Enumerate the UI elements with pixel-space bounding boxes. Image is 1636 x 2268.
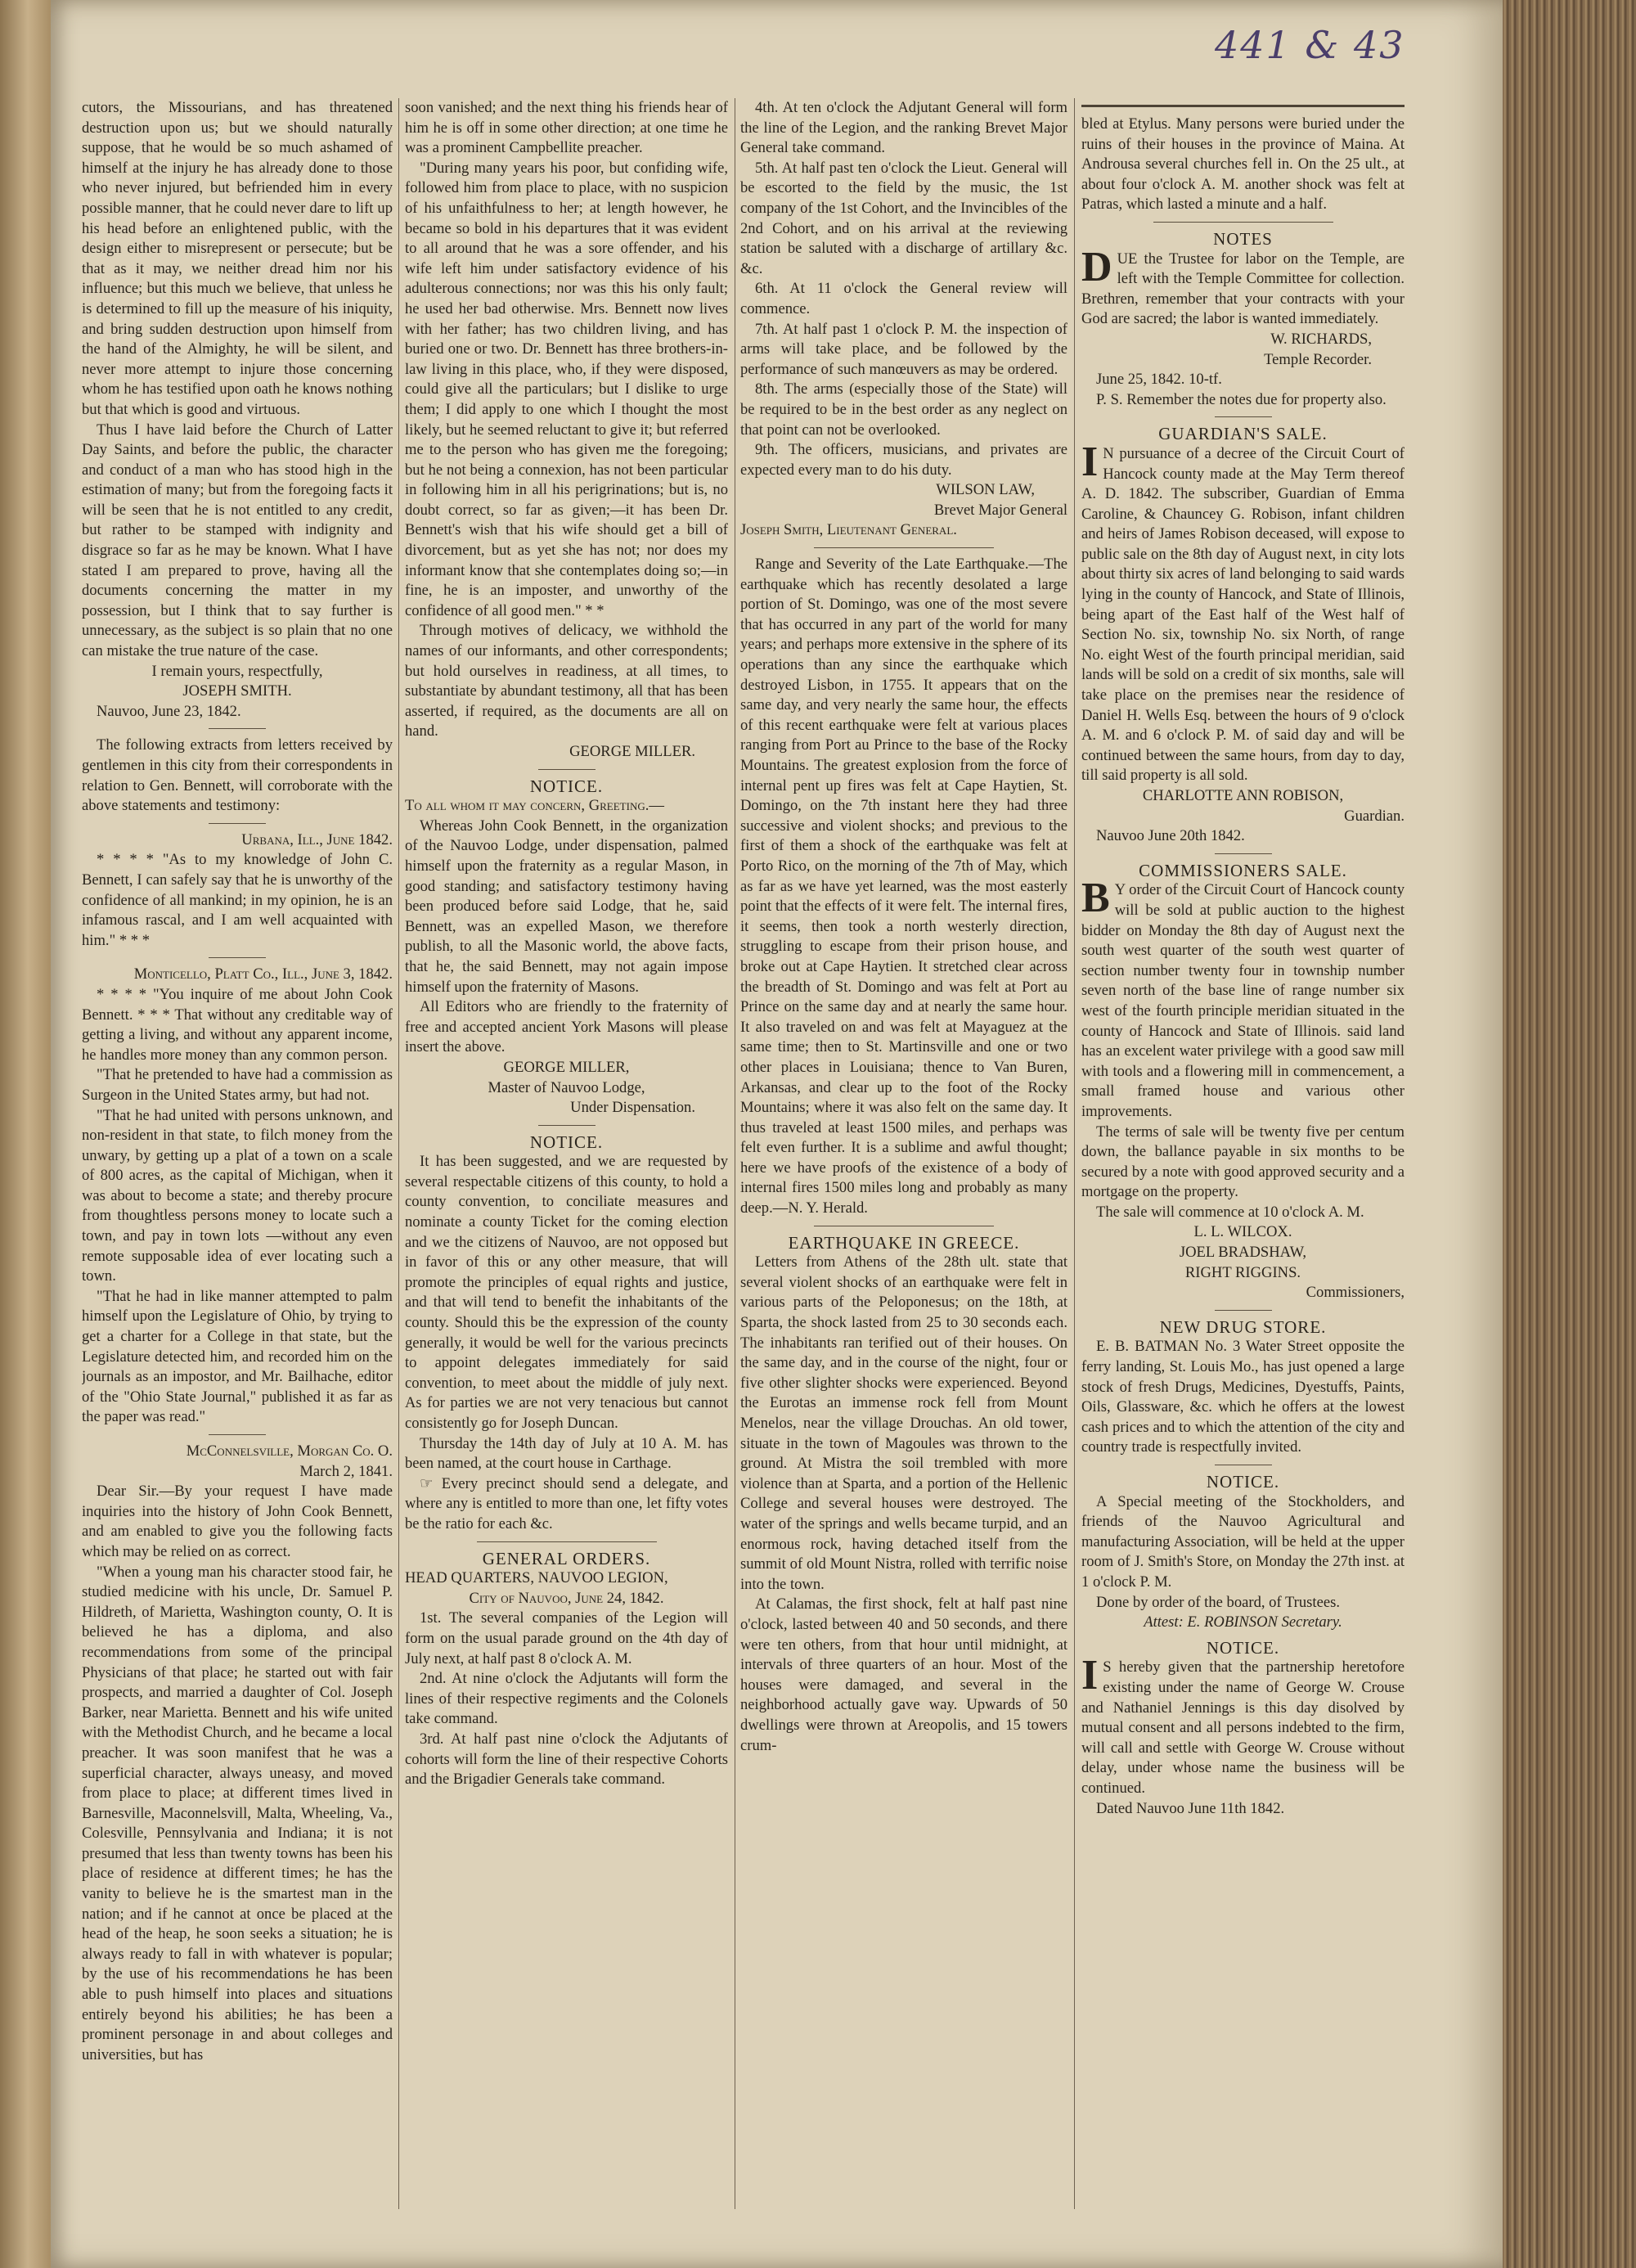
book-binding — [0, 0, 51, 2268]
letter-text: "That he had united with persons unknown, and non-resident in that state, to filch money from the unwary, by getting up a plat of a town on a scale of 800 acres, as the capital of Michigan, when it was about to become a state; and thereby procure from thoughtless persons money to locate such a town, and pay in town lots —without any even remote supposable idea of ever locating such a town. — [82, 1106, 393, 1285]
notice-text: It has been suggested, and we are requested by several respectable citizens of this county, to hold a county convention, to conciliate measures and nominate a county Ticket for the coming election and we the citizens of Nauvoo, are not opposed but in favor of this or any other measure, that will promote the principles of equal rights and justice, and that will tend to benefit the inhabitants of the county. Should this be the expression of the county generally, it would be well for the various precincts to appoint delegates immediately for said convention, to meet about the middle of july next. As for parties we are not very tenacious but cannot consistently go for Joseph Duncan. — [405, 1153, 728, 1432]
article-text: At Calamas, the first shock, felt at half past nine o'clock, lasted between 40 and 50 seconds, and there were ten others, from that hour until midnight, at intervals of three quarters of an hour. Most of the houses were damaged, and several in the neighborhood actually gave way. Upwards of 50 dwellings were thrown at Areopolis, and 15 towers crum- — [740, 1595, 1067, 1754]
notice-heading: NOTICE. — [1206, 1472, 1280, 1492]
notice-text: DUE the Trustee for labor on the Temple, are left with the Temple Committee for collection. Brethren, remember that your contracts with your God are sacred; the labor is wanted immediately. — [1081, 243, 1405, 328]
order-item: 6th. At 11 o'clock the General review will commence. — [740, 280, 1067, 317]
notice-text: ☞ Every precinct should send a delegate, and where any is entitled to more than one, let fifty votes be the ratio for each &c. — [405, 1474, 728, 1532]
orders-headquarters: HEAD QUARTERS, NAUVOO LEGION, — [405, 1569, 668, 1587]
order-item: 5th. At half past ten o'clock the Lieut. General will be escorted to the field by the music, the 1st company of the 1st Cohort, and the Invincibles of the 2nd Cohort, and on his arrival at the reviewing station be saluted with a discharge of artillary &c. &c. — [740, 159, 1067, 277]
notice-text: A Special meeting of the Stockholders, and friends of the Nauvoo Agricultural and manufacturing Association, will be held at the upper room of J. Smith's Store, on Monday the 27th inst. at 1 o'clock P. M. — [1081, 1492, 1405, 1591]
letter-dateline: McConnelsville, Morgan Co. O. — [186, 1442, 393, 1460]
article-text: The following extracts from letters received by gentlemen in this city from their correspondents in relation to Gen. Bennett, will corroborate with the above statements and testimony: — [82, 736, 393, 815]
article-text: cutors, the Missourians, and has threatened destruction upon us; but we should naturally suppose, that he would be so much ashamed of himself at the injury he has already done to those who never injured, but befriended him in every possible manner, that he could never dare to lift up his head before an enlightened public, with the design either to misrepresent or persecute; but be that as it may, we neither dread him nor his influence; but this much we believe, that unless he is determined to fill up the measure of his iniquity, and bring sudden destruction upon himself from the hand of the Almighty, he will be silent, and never more attempt to injure those concerning whom he has testified upon oath he knows nothing but that which is good and virtuous. — [82, 99, 393, 418]
order-item: 7th. At half past 1 o'clock P. M. the inspection of arms will take place, and be followed by the performance of such manœuvers as may be ordered. — [740, 320, 1067, 378]
signature: JOEL BRADSHAW, — [1179, 1244, 1307, 1262]
notice-text: IN pursuance of a decree of the Circuit Court of Hancock county made at the May Term thereof A. D. 1842. The subscriber, Guardian of Emma Caroline, & Chauncey G. Robison, infant children and heirs of James Robison deceased, will expose to public sale on the 8th day of August next, in city lots about thirty six acres of land belonging to said wards lying in the county of Hancock, and State of Illinois, being apart of the East half of the West half of Section No. six, township No. six North, of range No. eight West of the fourth principal meridian, said lands will be sold on a credit of six months, sale will take place on the premises near the residence of Daniel H. Wells Esq. between the hours of 9 o'clock A. M. and 6 o'clock P. M. of said day and will be continued between the same hours, from day to day, till said property is all sold. — [1081, 438, 1405, 785]
separator — [1215, 1310, 1272, 1311]
notice-date: Dated Nauvoo June 11th 1842. — [1096, 1799, 1285, 1817]
notice-heading: NOTES — [1213, 228, 1273, 249]
separator — [1215, 853, 1272, 854]
column-rule — [398, 98, 399, 2209]
letter-dateline: Monticello, Platt Co., Ill., June 3, 1842. — [133, 965, 393, 983]
orders-heading: GENERAL ORDERS. — [482, 1548, 651, 1568]
signature: Joseph Smith, Lieutenant General. — [740, 521, 957, 539]
column-2 — [405, 98, 728, 2209]
article-heading: EARTHQUAKE IN GREECE. — [788, 1232, 1020, 1253]
signature: W. RICHARDS, — [1270, 330, 1372, 348]
signature: RIGHT RIGGINS. — [1184, 1263, 1301, 1281]
notice-heading: NEW DRUG STORE. — [1159, 1316, 1327, 1337]
signature-title: Under Dispensation. — [570, 1099, 695, 1117]
separator — [814, 547, 994, 548]
notice-heading: GUARDIAN'S SALE. — [1158, 424, 1328, 444]
separator — [1215, 416, 1272, 417]
separator — [209, 728, 266, 729]
signature: GEORGE MILLER. — [569, 743, 695, 760]
article-text: Range and Severity of the Late Earthquake.—The earthquake which has recently desolated a large portion of St. Domingo, was one of the most severe that has occurred in any part of the world for many years; and perhaps more extensive in the sphere of its operations than any since the earthquake which destroyed Lisbon, in 1755. It appears that on the same day, and very nearly the same hour, the effects of this recent earthquake were felt at various places ranging from Port au Prince to the base of the Rocky Mountains. The greatest explosion from the force of internal pent up fires was felt at Cape Haytien, St. Domingo, on the 7th instant here they had three successive and violent shocks; and previous to the first of them a shock of the earthquake was felt at Porto Rico, on the morning of the 7th of May, which as far as we have yet learned, was the most easterly point that the effects of it were felt. The internal fires, it seems, then took a north westerly direction, struggling to escape from their prison house, and broke out at Cape Haytien. It stretched clear across the breadth of St. Domingo and was felt at Port au Prince on the same day and at nearly the same hour. It also traveled on and was felt at Mayaguez at the same time; then to St. Martinsville and one or two other places in Louisiana; thence to Van Buren, Arkansas, and clear up to the foot of the Rocky Mountains; where it was also felt on the same day. It thus traveled at least 1500 miles, and perhaps was felt even further. It is a sublime and awful thought; here we have proofs of the existence of a body of internal fires 1500 miles long and probably as many deep.—N. Y. Herald. — [740, 556, 1067, 1217]
notice-text: IS hereby given that the partnership heretofore existing under the name of George W. Crouse and Nathaniel Jennings is this day disolved by mutual consent and all persons indebted to the firm, will call and settle with George W. Crouse without delay, under whose name the business will be continued. — [1081, 1652, 1405, 1797]
notice-text: The sale will commence at 10 o'clock A. M. — [1096, 1203, 1364, 1221]
column-rule — [1074, 98, 1075, 2209]
notice-text: The terms of sale will be twenty five per centum down, the ballance payable in six months to be secured by a note with good approved security and a mortgage on the property. — [1081, 1123, 1405, 1201]
notice-text: All Editors who are friendly to the fraternity of free and accepted ancient York Masons will please insert the above. — [405, 998, 728, 1056]
order-item: 8th. The arms (especially those of the State) will be required to be in the best order as any neglect on that point can not be overlooked. — [740, 380, 1067, 439]
separator — [209, 1434, 266, 1435]
order-item: 3rd. At half past nine o'clock the Adjutants of cohorts will form the line of their respective Cohorts and the Brigadier Generals take command. — [405, 1730, 728, 1789]
order-item: 9th. The officers, musicians, and privates are expected every man to do his duty. — [740, 441, 1067, 479]
orders-dateline: City of Nauvoo, June 24, 1842. — [469, 1589, 664, 1607]
signature-title: Brevet Major General — [933, 501, 1067, 519]
handwritten-folio: 441 & 43 — [1215, 23, 1405, 67]
notice-text: BY order of the Circuit Court of Hancock county will be sold at public auction to the highest bidder on Monday the 8th day of August next the south west quarter of the south west quarter of section number twenty four in township number seven north of the base line of range number six west of the fourth principle meridian situated in the county of Hancock and State of Illinois. said land has an excelent water privilege with a good saw mill with tools and a flowering mill in commencement, a small framed house and various other improvements. — [1081, 875, 1405, 1120]
notice-salutation: To all whom it may concern, Greeting.— — [405, 797, 664, 815]
column-3 — [740, 98, 1067, 2209]
letter-text: "That he pretended to have had a commission as Surgeon in the United States army, but had not. — [82, 1066, 393, 1104]
signature-title: Guardian. — [1344, 807, 1405, 825]
closing: I remain yours, respectfully, — [151, 662, 323, 680]
article-text: soon vanished; and the next thing his friends hear of him he is off in some other direction; at one time he was a prominent Campbellite preacher. — [405, 99, 728, 157]
signature: WILSON LAW, — [936, 481, 1035, 499]
separator — [477, 1541, 657, 1542]
signature: CHARLOTTE ANN ROBISON, — [1142, 787, 1344, 804]
article-text: Through motives of delicacy, we withhold the names of our informants, and other correspondents; but hold ourselves in readiness, at all times, to substantiate by abundant testimony, all that has been asserted, if required, as the documents are all on hand. — [405, 622, 728, 740]
letter-text: Dear Sir.—By your request I have made inquiries into the history of John Cook Bennett, and am enabled to give you the following facts which may be relied on as correct. — [82, 1483, 393, 1560]
separator — [1153, 222, 1333, 223]
letter-dateline: Urbana, Ill., June 1842. — [241, 830, 393, 848]
signature-title: Commissioners, — [1306, 1284, 1405, 1302]
letter-date: March 2, 1841. — [299, 1462, 393, 1480]
notice-text: Done by order of the board, of Trustees. — [1096, 1593, 1340, 1611]
letter-text: "When a young man his character stood fair, he studied medicine with his uncle, Dr. Samuel P. Hildreth, of Marietta, Washington county, O. It is believed he has a diploma, and also recommendations from some of the principal Physicians of that place; he started out with fair prospects, and married a daughter of Col. Joseph Barker, near Marietta. Bennett and his wife united with the Methodist Church, and he became a local preacher. It was soon manifest that he was a superficial character, always uneasy, and moved from place to place; at different times lived in Barnesville, Maconnelsvill, Malta, Wheeling, Va., Colesville, Pennsylvania and Indiana; it is not presumed that less than twenty towns has been his place of residence at different times; he has the vanity to believe he is the smartest man in the nation; and if he cannot at once be placed at the head of the heap, he soon seeks a situation; he is always ready to fall in with whatever is popular; by the use of his recommendations he has been able to push himself into places and situations entirely beyond his abilities; he has been a prominent personage in and about colleges and universities, but has — [82, 1563, 393, 2063]
order-item: 1st. The several companies of the Legion will form on the usual parade ground on the 4th day of July next, at half past 8 o'clock A. M. — [405, 1609, 728, 1667]
letter-text: "That he had in like manner attempted to palm himself upon the Legislature of Ohio, by trying to get a charter for a College in that state, but the Legislature detected him, and recorded him on the journals as an impostor, and Mr. Bailhache, editor of the "Ohio State Journal," published it as far as the paper was read." — [82, 1287, 393, 1426]
separator — [209, 957, 266, 958]
signature: JOSEPH SMITH. — [182, 682, 292, 700]
notice-heading: NOTICE. — [529, 1132, 604, 1152]
notice-date: June 25, 1842. 10-tf. — [1096, 371, 1222, 389]
signature: Attest: E. ROBINSON Secretary. — [1144, 1613, 1342, 1631]
signature-title: Temple Recorder. — [1264, 350, 1372, 368]
notice-text: Whereas John Cook Bennett, in the organization of the Nauvoo Lodge, under dispensation, palmed himself upon the fraternity as a regular Mason, in good standing; and satisfactory testimony having been produced before said Lodge, that he, said Bennett, was an expelled Mason, we therefore publish, to all the Masonic world, the above facts, that he, the said Bennett, may not again impose himself upon the fraternity of Masons. — [405, 817, 728, 996]
letter-text: * * * * "As to my knowledge of John C. Bennett, I can safely say that he is unworthy of the confidence of all mankind; in my opinion, he is an infamous rascal, and I am well acquainted with him." * * * — [82, 851, 393, 949]
notice-text: Thursday the 14th day of July at 10 A. M. has been named, at the court house in Carthage. — [405, 1434, 728, 1473]
notice-date: Nauvoo June 20th 1842. — [1096, 827, 1245, 845]
dateline: Nauvoo, June 23, 1842. — [97, 702, 241, 720]
signature: GEORGE MILLER, — [503, 1058, 630, 1076]
article-text: bled at Etylus. Many persons were buried under the ruins of their houses in the province of Maina. At Androusa several churches fell in. On the 25 ult., at about four o'clock A. M. another shock was felt at Patras, which lasted a minute and a half. — [1081, 115, 1405, 214]
notice-text: P. S. Remember the notes due for property also. — [1096, 390, 1387, 408]
separator — [538, 1125, 596, 1126]
notice-text: E. B. BATMAN No. 3 Water Street opposite the ferry landing, St. Louis Mo., has just opened a large stock of fresh Drugs, Medicines, Dyestuffs, Paints, Oils, Glassware, &c. which he offers at the lowest cash prices and to which the attention of the city and country trade is respectfully invited. — [1081, 1338, 1405, 1456]
article-text: "During many years his poor, but confiding wife, followed him from place to place, with no suspicion of his unfaithfulness to her; at length however, he became so bold in his departures that it was evident to all around that he was a sore offender, and his wife left him under satisfactory evidence of his adulterous connections; nor was this his only fault; he used her bad otherwise. Mrs. Bennett now lives with her father; has two children living, and has buried one or two. Dr. Bennett has three brothers-in-law living in this place, who, if they were disposed, could give all the particulars; but I dislike to urge them; I did apply to one which I thought the most likely, but he seemed reluctant to give it; but referred me to the person who has given me the foregoing; but he not being a connexion, has not been particular in following him in all his perigrinations; but is, no doubt correct, so far as given;—it has been Dr. Bennett's wish that his wife should get a bill of divorcement, but as yet she has not; nor does my informant know that she contemplates doing so;—in fine, he is an imposter, and unworthy of the confidence of all good men." * * — [405, 159, 728, 619]
letter-text: * * * * "You inquire of me about John Cook Bennett. * * * That without any creditable way of getting a living, and without any apparent income, he handles more money than any common person. — [82, 985, 393, 1064]
column-top-rule — [1081, 105, 1405, 107]
column-4 — [1081, 115, 1405, 2225]
signature-title: Master of Nauvoo Lodge, — [488, 1078, 645, 1096]
notice-heading: NOTICE. — [529, 776, 604, 796]
page-edges — [1503, 0, 1636, 2268]
order-item: 2nd. At nine o'clock the Adjutants will form the lines of their respective regiments and the Colonels take command. — [405, 1670, 728, 1728]
order-item: 4th. At ten o'clock the Adjutant General will form the line of the Legion, and the ranking Brevet Major General take command. — [740, 99, 1067, 157]
separator — [538, 769, 596, 770]
notice-heading: NOTICE. — [1206, 1637, 1280, 1658]
signature: L. L. WILCOX. — [1193, 1223, 1292, 1241]
article-text: Thus I have laid before the Church of Latter Day Saints, and before the public, the character and conduct of a man who has stood high in the estimation of many; but from the foregoing facts it will be seen that he is not entitled to any credit, but rather to be stamped with indignity and disgrace so far as he may be known. What I have stated I am prepared to prove, having all the documents concerning the matter in my possession, but I think that to say further is unnecessary, as the subject is so plain that no one can mistake the true nature of the case. — [82, 421, 393, 660]
separator — [209, 823, 266, 824]
column-1 — [82, 98, 393, 2209]
notice-heading: COMMISSIONERS SALE. — [1139, 860, 1347, 880]
article-text: Letters from Athens of the 28th ult. state that several violent shocks of an earthquake were felt in various parts of the Peloponesus; on the 18th, at Sparta, the shock lasted from 25 to 30 seconds each. The inhabitants ran terified out of their houses. On the same day, and in the course of the night, four or five other slighter shocks were experienced. Beyond the Eurotas an immense rock fell from Mount Menelos, near the village Drouchas. An old tower, situate in the town of Magoules was thrown to the ground. At Mistra the soil trembled with more violence than at Sparta, and a portion of the Hellenic College and several houses were destroyed. The water of the springs and wells became turpid, and an enormous rock, having detached itself from the summit of old Mount Nistra, rolled with terrific noise into the town. — [740, 1253, 1067, 1593]
